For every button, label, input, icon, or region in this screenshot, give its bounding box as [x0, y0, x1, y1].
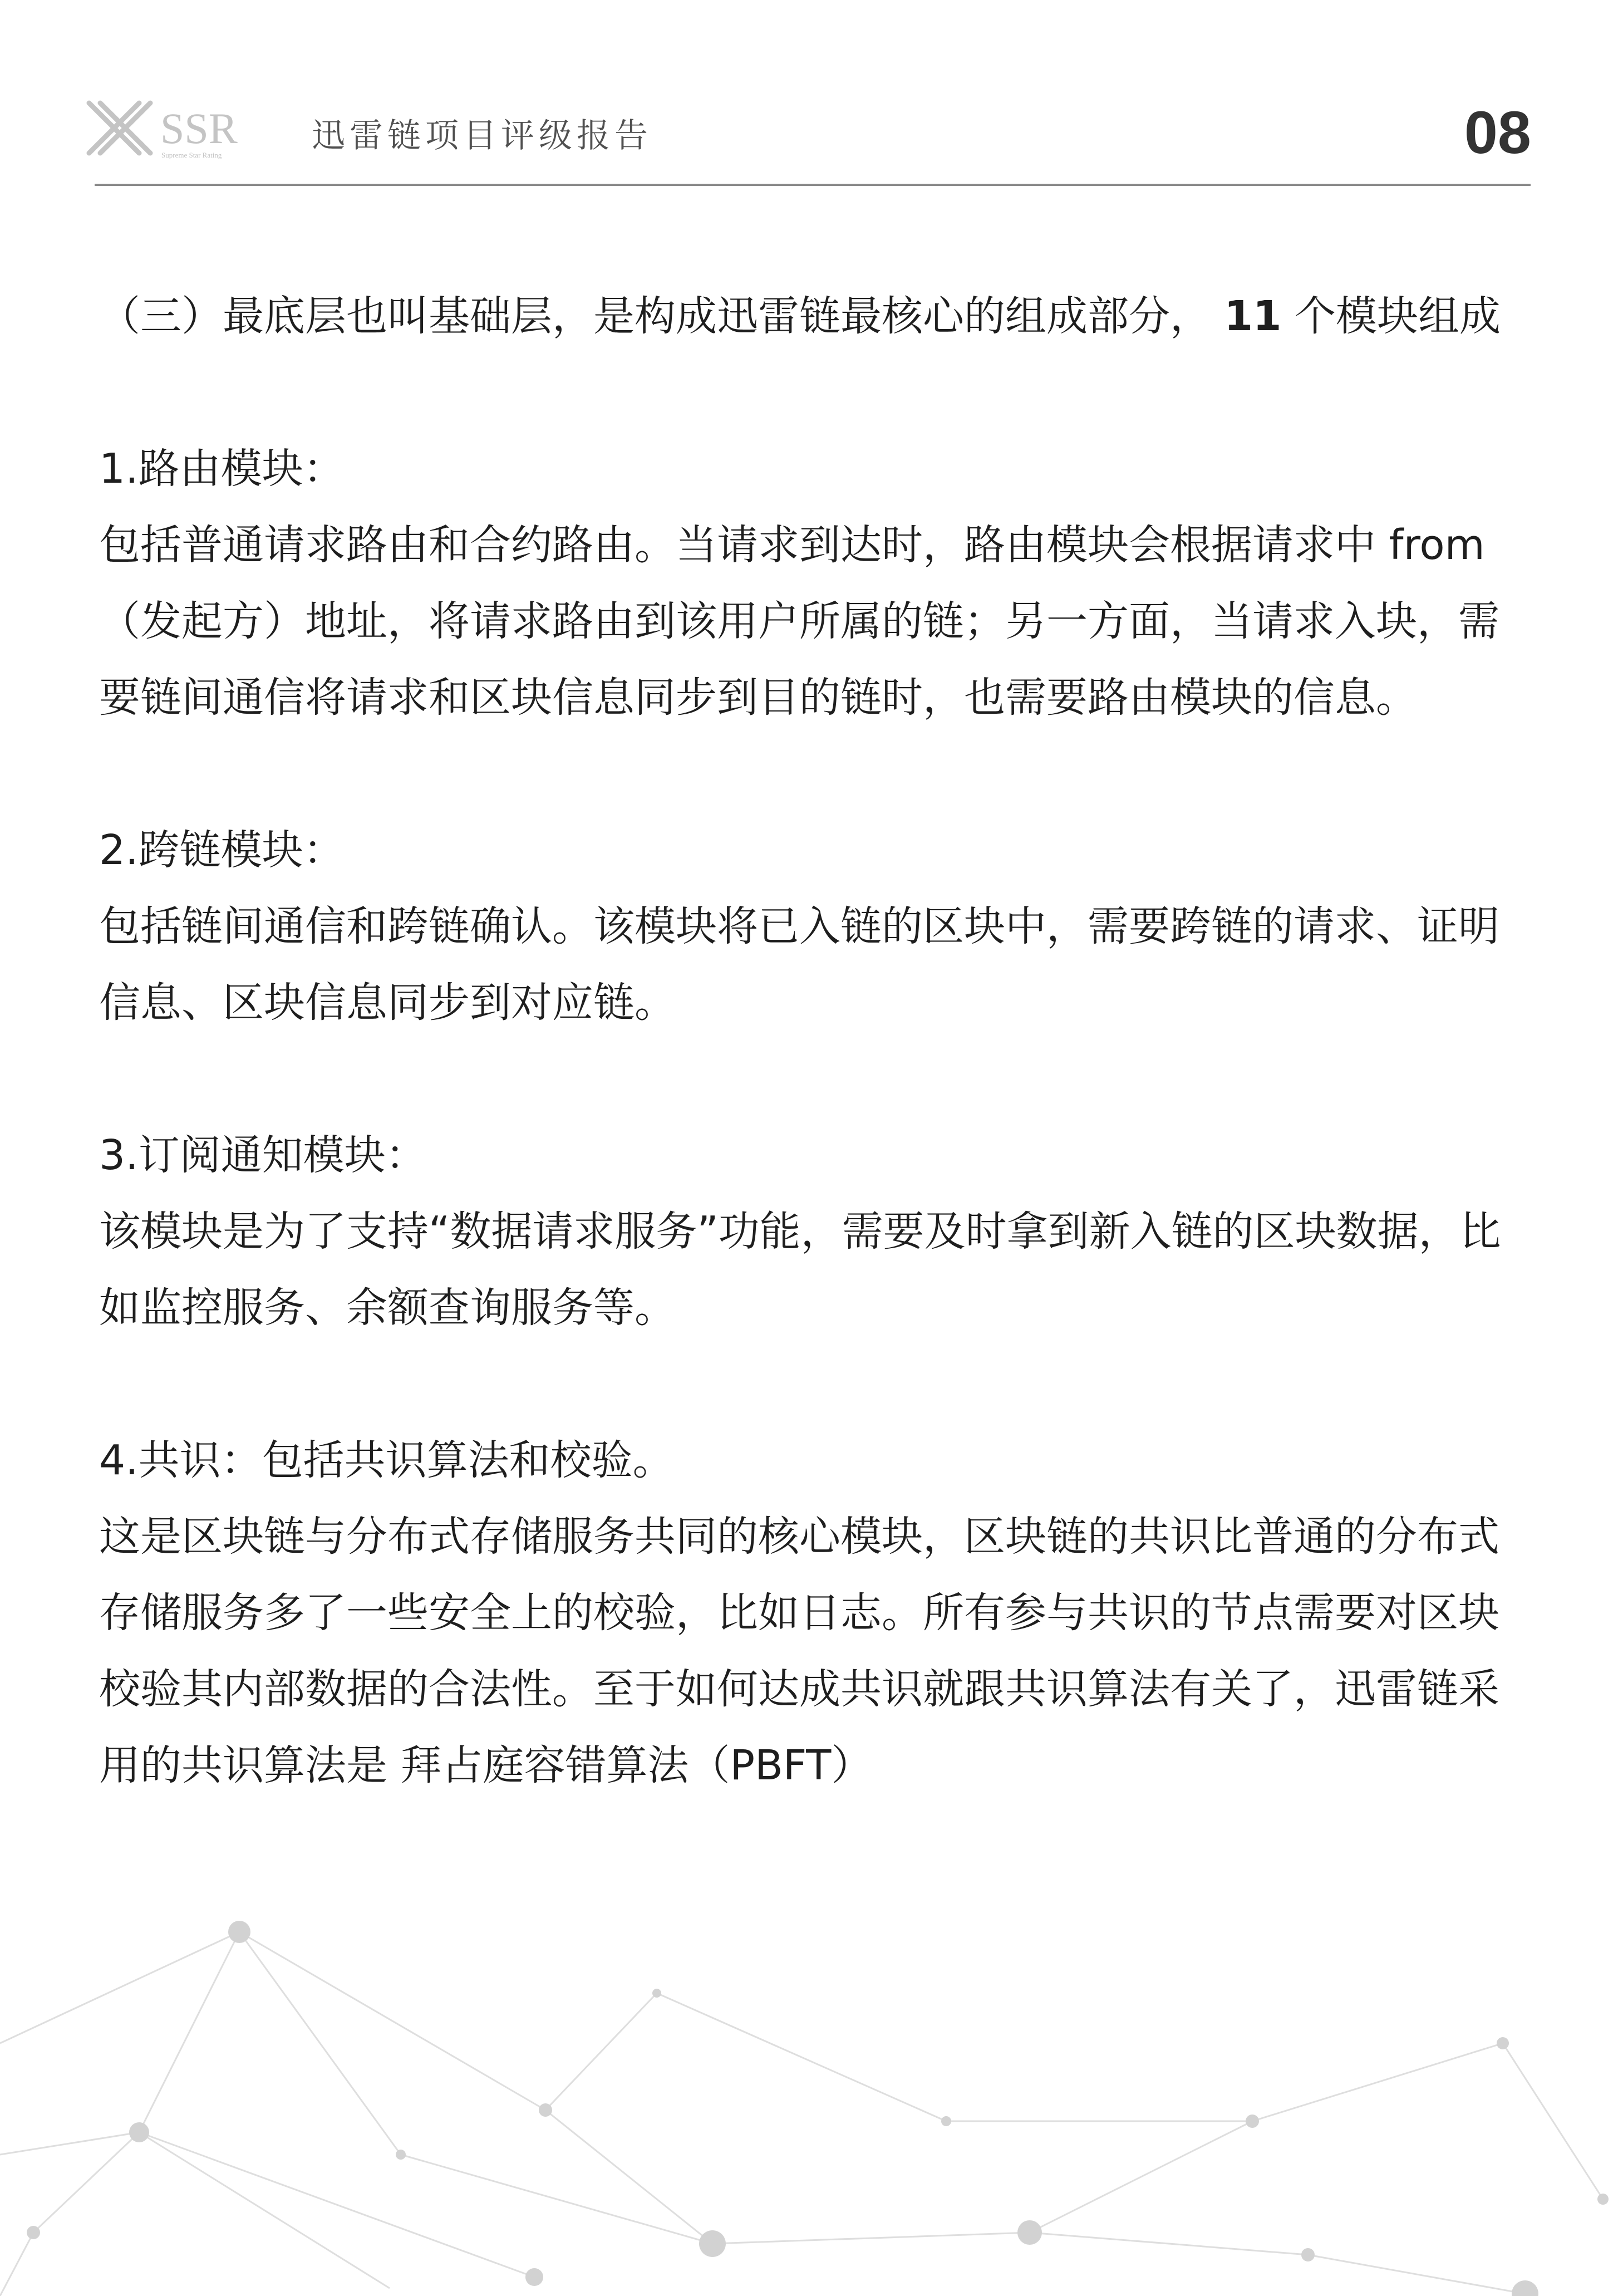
module-count: 11	[1224, 292, 1282, 340]
page-header	[0, 0, 1623, 189]
section-body: 包括链间通信和跨链确认。该模块将已入链的区块中，需要跨链的请求、证明信息、区块信息同步到对应链。	[99, 902, 1499, 1027]
section-body: 该模块是为了支持“数据请求服务”功能，需要及时拿到新入链的区块数据，比如监控服务、余额查询服务等。	[99, 1208, 1501, 1332]
page-number: 08	[1464, 99, 1531, 166]
section-heading: 1.路由模块：	[99, 445, 345, 493]
svg-text:SSR: SSR	[160, 104, 238, 153]
section-subscription	[99, 1117, 1529, 1346]
ssr-logo	[83, 97, 273, 164]
section-body: 这是区块链与分布式存储服务共同的核心模块，区块链的共识比普通的分布式存储服务多了一些安全上的校验，比如日志。所有参与共识的节点需要对区块校验其内部数据的合法性。至于如何达成共识就跟共识算法有关了，迅雷链采用的共识算法是 拜占庭容错算法（PBFT）	[99, 1513, 1499, 1789]
section-heading: 4.共识：包括共识算法和校验。	[99, 1436, 674, 1484]
section-heading: 3.订阅通知模块：	[99, 1131, 427, 1179]
section-cross-chain	[99, 812, 1529, 1041]
intro-text-end: 个模块组成	[1295, 292, 1501, 340]
section-routing	[99, 431, 1529, 736]
section-body: 包括普通请求路由和合约路由。当请求到达时，路由模块会根据请求中 from（发起方）地址，将请求路由到该用户所属的链；另一方面，当请求入块，需要链间通信将请求和区块信息同步到目的链时，也需要路由模块的信息。	[99, 521, 1499, 722]
svg-text:Supreme Star Rating: Supreme Star Rating	[161, 151, 222, 159]
intro-text: （三）最底层也叫基础层，是构成迅雷链最核心的组成部分，	[99, 292, 1211, 340]
section-heading: 2.跨链模块：	[99, 826, 345, 874]
network-background-graphic	[0, 1809, 1623, 2296]
header-divider	[95, 184, 1531, 186]
report-title: 迅雷链项目评级报告	[312, 116, 652, 155]
intro-paragraph	[99, 278, 1529, 355]
section-consensus	[99, 1422, 1529, 1804]
main-content	[99, 278, 1529, 1804]
